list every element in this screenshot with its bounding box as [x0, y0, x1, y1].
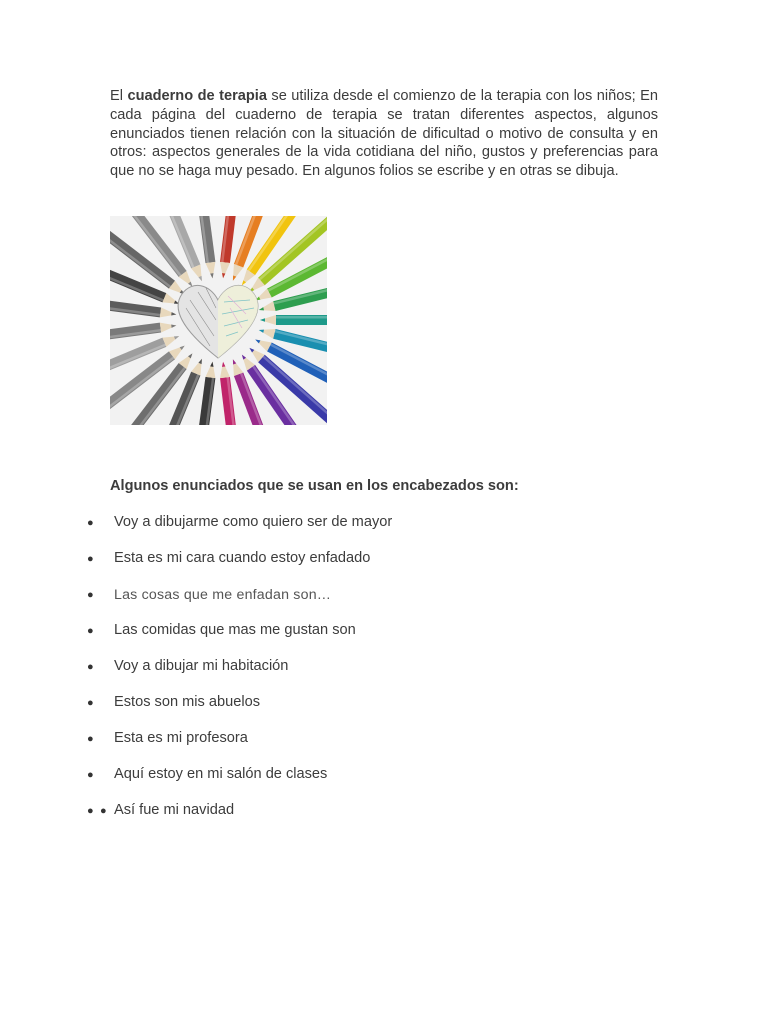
bullet-icon: ● — [87, 553, 94, 565]
list-item-text: Así fue mi navidad — [114, 802, 235, 818]
intro-bold-term: cuaderno de terapia — [127, 88, 267, 104]
list-item-text: Voy a dibujar mi habitación — [114, 658, 289, 674]
list-item-text: Estos son mis abuelos — [114, 694, 261, 710]
bullet-icon: ● — [87, 733, 94, 745]
colored-pencils-heart-image — [110, 216, 327, 425]
bullet-icon: ● — [87, 517, 94, 529]
list-item-text: Esta es mi profesora — [114, 730, 248, 746]
list-item-text: Las cosas que me enfadan son… — [114, 587, 332, 603]
bullet-icon-extra: ● — [100, 805, 107, 817]
intro-paragraph — [110, 87, 658, 181]
bullet-icon: ● — [87, 697, 94, 709]
bullet-icon: ● — [87, 769, 94, 781]
list-item-text: Voy a dibujarme como quiero ser de mayor — [114, 514, 393, 530]
bullet-icon: ● — [87, 661, 94, 673]
pencil-circle-illustration — [110, 216, 327, 425]
list-item-text: Las comidas que mas me gustan son — [114, 622, 356, 638]
list-item-text: Aquí estoy en mi salón de clases — [114, 766, 328, 782]
bullet-icon: ● — [87, 589, 94, 601]
bullet-icon: ● — [87, 805, 94, 817]
bullet-icon: ● — [87, 625, 94, 637]
list-item-text: Esta es mi cara cuando estoy enfadado — [114, 550, 371, 566]
list-heading: Algunos enunciados que se usan en los encabezados son: — [110, 478, 519, 494]
intro-body: se utiliza desde el comienzo de la terapia con los niños; En cada página del cuaderno de terapia se tratan diferentes aspectos, algunos enunciados tienen relación con la situación de dificultad o motivo de consulta y en otros: aspectos generales de la vida cotidiana del niño, gustos y preferencias para que no se haga muy pesado. En algunos folios se escribe y en otras se dibuja. — [110, 88, 659, 180]
intro-lead: El — [110, 88, 128, 104]
